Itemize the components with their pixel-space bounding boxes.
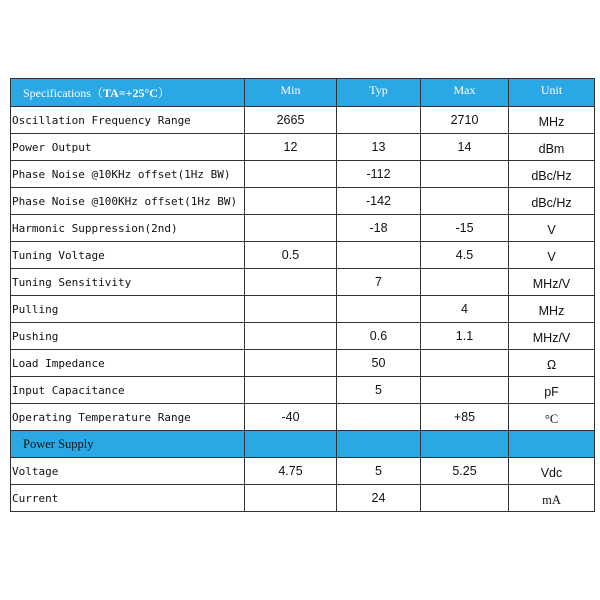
max-cell (421, 161, 509, 188)
unit-cell: V (509, 215, 595, 242)
param-cell: Power Output (11, 134, 245, 161)
min-cell: 2665 (245, 107, 337, 134)
unit-cell: V (509, 242, 595, 269)
min-cell (245, 350, 337, 377)
min-cell (245, 269, 337, 296)
section-title: Power Supply (11, 431, 245, 458)
min-cell: 0.5 (245, 242, 337, 269)
typ-cell: 13 (337, 134, 421, 161)
typ-cell: -142 (337, 188, 421, 215)
min-cell (245, 323, 337, 350)
table-row (11, 485, 595, 512)
specifications-table (10, 78, 595, 512)
min-cell: -40 (245, 404, 337, 431)
min-cell: 12 (245, 134, 337, 161)
max-cell: 4 (421, 296, 509, 323)
param-cell: Harmonic Suppression(2nd) (11, 215, 245, 242)
max-cell: 2710 (421, 107, 509, 134)
unit-cell: dBm (509, 134, 595, 161)
unit-cell: MHz/V (509, 323, 595, 350)
unit-cell: mA (509, 485, 595, 512)
table-row (11, 134, 595, 161)
unit-cell: Vdc (509, 458, 595, 485)
table-row (11, 161, 595, 188)
max-cell: +85 (421, 404, 509, 431)
table-row (11, 404, 595, 431)
unit-cell: dBc/Hz (509, 188, 595, 215)
min-cell (245, 485, 337, 512)
max-cell: 1.1 (421, 323, 509, 350)
min-cell (245, 377, 337, 404)
section-blank (337, 431, 421, 458)
unit-cell: pF (509, 377, 595, 404)
max-cell (421, 485, 509, 512)
typ-cell (337, 404, 421, 431)
param-cell: Voltage (11, 458, 245, 485)
table-row (11, 269, 595, 296)
unit-cell: MHz (509, 296, 595, 323)
max-cell: 4.5 (421, 242, 509, 269)
param-cell: Load Impedance (11, 350, 245, 377)
min-cell (245, 188, 337, 215)
header-condition: TA=+25°C (102, 86, 158, 100)
param-cell: Pushing (11, 323, 245, 350)
header-row (11, 79, 595, 107)
typ-cell: 0.6 (337, 323, 421, 350)
header-min: Min (245, 79, 337, 107)
unit-cell: °C (509, 404, 595, 431)
spec-table-container (10, 78, 594, 512)
param-cell: Operating Temperature Range (11, 404, 245, 431)
typ-cell (337, 242, 421, 269)
typ-cell: 50 (337, 350, 421, 377)
max-cell (421, 269, 509, 296)
section-header-power-supply (11, 431, 595, 458)
header-unit: Unit (509, 79, 595, 107)
param-cell: Tuning Sensitivity (11, 269, 245, 296)
typ-cell: 7 (337, 269, 421, 296)
typ-cell (337, 296, 421, 323)
table-row (11, 323, 595, 350)
unit-cell: Ω (509, 350, 595, 377)
max-cell (421, 350, 509, 377)
min-cell (245, 296, 337, 323)
param-cell: Oscillation Frequency Range (11, 107, 245, 134)
param-cell: Current (11, 485, 245, 512)
header-typ: Typ (337, 79, 421, 107)
param-cell: Phase Noise @10KHz offset(1Hz BW) (11, 161, 245, 188)
table-row (11, 242, 595, 269)
section-blank (245, 431, 337, 458)
table-row (11, 188, 595, 215)
section-blank (509, 431, 595, 458)
unit-cell: MHz (509, 107, 595, 134)
min-cell (245, 161, 337, 188)
max-cell: 5.25 (421, 458, 509, 485)
section-blank (421, 431, 509, 458)
typ-cell: 5 (337, 377, 421, 404)
max-cell (421, 188, 509, 215)
min-cell (245, 215, 337, 242)
table-row (11, 350, 595, 377)
max-cell: -15 (421, 215, 509, 242)
typ-cell: -18 (337, 215, 421, 242)
param-cell: Pulling (11, 296, 245, 323)
param-cell: Input Capacitance (11, 377, 245, 404)
max-cell: 14 (421, 134, 509, 161)
table-row (11, 107, 595, 134)
param-cell: Tuning Voltage (11, 242, 245, 269)
unit-cell: MHz/V (509, 269, 595, 296)
table-row (11, 458, 595, 485)
typ-cell: 24 (337, 485, 421, 512)
min-cell: 4.75 (245, 458, 337, 485)
typ-cell (337, 107, 421, 134)
header-specifications: Specifications（TA=+25°C） (11, 79, 245, 107)
table-row (11, 215, 595, 242)
param-cell: Phase Noise @100KHz offset(1Hz BW) (11, 188, 245, 215)
unit-cell: dBc/Hz (509, 161, 595, 188)
table-row (11, 296, 595, 323)
header-max: Max (421, 79, 509, 107)
typ-cell: -112 (337, 161, 421, 188)
table-row (11, 377, 595, 404)
typ-cell: 5 (337, 458, 421, 485)
max-cell (421, 377, 509, 404)
